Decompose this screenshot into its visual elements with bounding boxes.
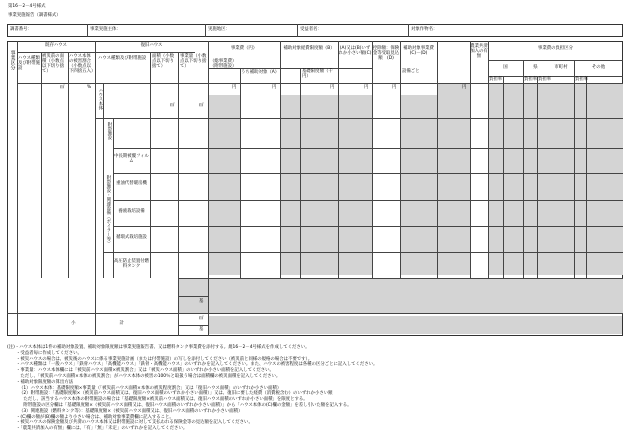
col-subsidy-base-sub: 基礎限度額（千円） xyxy=(302,69,333,79)
crop-label: 対象作物名： xyxy=(411,27,438,32)
note-line: 附帯施設の区分欄は「基礎限度額×（被災前ハウス面積又は、復旧ハウス面積のいずれか小さい面積）」から「ハウス本体の(C)欄の金額」を差し引いた額を記入する。 xyxy=(19,402,352,408)
unit-pct-existing: % xyxy=(87,85,92,90)
unit-yen-base: 円 xyxy=(330,85,335,90)
row-attached-group: 附帯施設・関連設備（ボイラー等） xyxy=(105,175,111,246)
col-existing-damage: ハウス本体の被害割合（小数点以下四捨五入） xyxy=(69,54,96,74)
note-line: ただし、該当するハウス本体の附帯施設の場合は「基礎限度額×被災前ハウス面積又は、復旧ハウス面積のいずれか小さい面積」を限度とする。 xyxy=(19,397,308,403)
burden-rate-label-3: 負担率 xyxy=(538,77,552,82)
row-attached-3: 重油代替暖房機 xyxy=(116,181,147,186)
unit-yen-cost: 円 xyxy=(232,85,237,90)
survey-no-label: 調書番号： xyxy=(10,27,32,32)
burden-rate-label: 負担率 xyxy=(489,77,503,82)
note-line: （1）ハウス本体：基礎限度額×事業量（「被災前ハウス面積×本体の被災程度割合」又は「復旧ハウス面積」のいずれか小さい面積） xyxy=(19,385,282,391)
note-line: ・補助対象限度額の算出方法 xyxy=(16,379,74,385)
col-restore-kind: ハウス種類及び附帯施設 xyxy=(98,56,147,61)
col-amount-c: (A)又は(B)いずれか小さい額(C) xyxy=(338,46,372,56)
burden-rate-label-2: 負担率 xyxy=(524,77,538,82)
col-existing-kind: ハウス種類及び附帯施設 xyxy=(18,56,40,71)
row-attached-4: 養液栽培設備 xyxy=(118,209,145,214)
notes xyxy=(7,345,623,432)
row-subtotal: 小 計 xyxy=(71,321,124,326)
unit-count-1: 基 xyxy=(199,299,204,304)
note-line: ・被災ハウスの保険金額及び共済のハウス本体又は附帯施設に対して支払われる保険金等の見込額を記入してください。 xyxy=(16,420,253,426)
note-line: ・受益者毎に作成してください。 xyxy=(16,350,82,356)
unit-sqm-volume: ㎡ xyxy=(199,103,204,108)
implementer-label: 事業実施主体： xyxy=(90,27,121,32)
col-burden: 事業費の負担区分 xyxy=(537,46,574,51)
unit-yen-c: 円 xyxy=(364,85,369,90)
note-line: （3）関連施設（燃料タンク等）：基礎限度額×（被災前ハウス面積又は、復旧ハウス面積のいずれか小さい面積） xyxy=(19,408,243,414)
unit-yen-grant: 円 xyxy=(462,85,467,90)
col-cost-total: （総事業費）（附帯施設） xyxy=(210,59,237,69)
col-restore-volume: 事業量（小数点以下切り捨て） xyxy=(180,54,207,69)
unit-sqm-existing: ㎡ xyxy=(60,85,65,90)
burden-rate-label-4: 負担率 xyxy=(575,77,589,82)
row-extra: 高圧防止装置付燃料タンク xyxy=(113,259,150,269)
col-cost-subsidy: うち補助対象（A） xyxy=(241,70,280,75)
row-attached-5: 循環式栽培施設 xyxy=(116,235,147,240)
unit-count-total: 基 xyxy=(199,327,204,332)
col-existing-area: 被災前の面積（小数点以下切り捨て） xyxy=(42,54,64,74)
col-grant-d-sub: 設備ごと xyxy=(402,69,420,74)
unit-sqm-restore: ㎡ xyxy=(170,103,175,108)
note-line: ただし、「被災前ハウス面積×本体の被災割合」がハウス本体の被害の100％と取扱う場合は面積欄の被災面積を記入してください。 xyxy=(16,373,281,379)
col-existing-house: 既存ハウス xyxy=(45,43,67,48)
note-line: （2）附帯施設：「基礎限度額×（被災前ハウス面積又は、復旧ハウス面積のいずれか小さい面積）」又は、復旧に要した経費（消費税含む）のいずれか小さい額 xyxy=(19,391,333,397)
district-label: 実施地区： xyxy=(208,27,230,32)
note-line: (注)・ハウス本体は1件の補助対象設置、補助対象限度額は事業実施報告書、又は燃料タンク事業費を添付する。規16－2－4号様式を作成してください。 xyxy=(7,345,310,350)
note-line: ・「農業共済加入の有無」欄には、「有」「無」「未定」のいずれかを記入してください。 xyxy=(16,426,188,432)
row-attached-2: 中長期被覆フィルム xyxy=(114,154,149,164)
form-title: 事業実施報告（調書様式） xyxy=(8,13,61,18)
col-burden-city: 市町村 xyxy=(554,65,568,70)
col-grant-d: 補助対象事業費 (C)－(D) xyxy=(403,46,434,56)
unit-yen-deduct: 円 xyxy=(392,85,397,90)
col-restore-house: 復旧ハウス xyxy=(140,43,163,48)
col-restore-area: 面積（小数点以下切り捨て） xyxy=(152,54,174,69)
unit-yen-subsidy: 円 xyxy=(272,85,277,90)
col-burden-other: その他 xyxy=(591,65,606,70)
col-deduct: 控除額：保険金等受取見込額 (D) xyxy=(372,46,400,61)
unit-sqm-total: ㎡ xyxy=(199,316,204,321)
note-line: ・事業量：ハウス本体欄には「被災前ハウス面積×被災割合」又は「被災ハウス面積」のいずれか小さい面積を記入してください。 xyxy=(16,368,274,374)
col-kubun: 事業区分 xyxy=(9,50,16,70)
note-line: ・被災ハウスの場合は、被災後のハウスに係る事業実施計画（または付帯施設）の写しを添付してください（被災前と同様の規格の場合は不要です）。 xyxy=(16,356,313,362)
note-line: ・(C)欄の額が(B)欄の額より小さい場合は、補助対象事業費欄に記入すること。 xyxy=(16,414,174,420)
col-burden-pref: 県 xyxy=(533,65,538,70)
row-house-body: ハウス本体 xyxy=(97,88,103,110)
col-agri-insurance: 農業共済加入の有無 xyxy=(470,44,488,59)
note-line: ・ハウス種類は「一般ハウス」「鉄骨ハウス」「高機能ハウス」「鉄骨・高機能ハウス」のいずれかを記入してください。また、ハウスの被害程度は各種の区分ごとに記入してください。 xyxy=(16,362,378,368)
beneficiary-label: 受益者名： xyxy=(300,27,322,32)
col-subsidy-base: 補助対象経費限度額（B） xyxy=(283,46,335,51)
form-number: 第16－2－4号様式 xyxy=(8,4,46,9)
row-attached-1: 附帯施設 xyxy=(106,122,112,140)
col-burden-country: 国 xyxy=(503,65,508,70)
col-cost: 事業費（円） xyxy=(230,46,258,51)
